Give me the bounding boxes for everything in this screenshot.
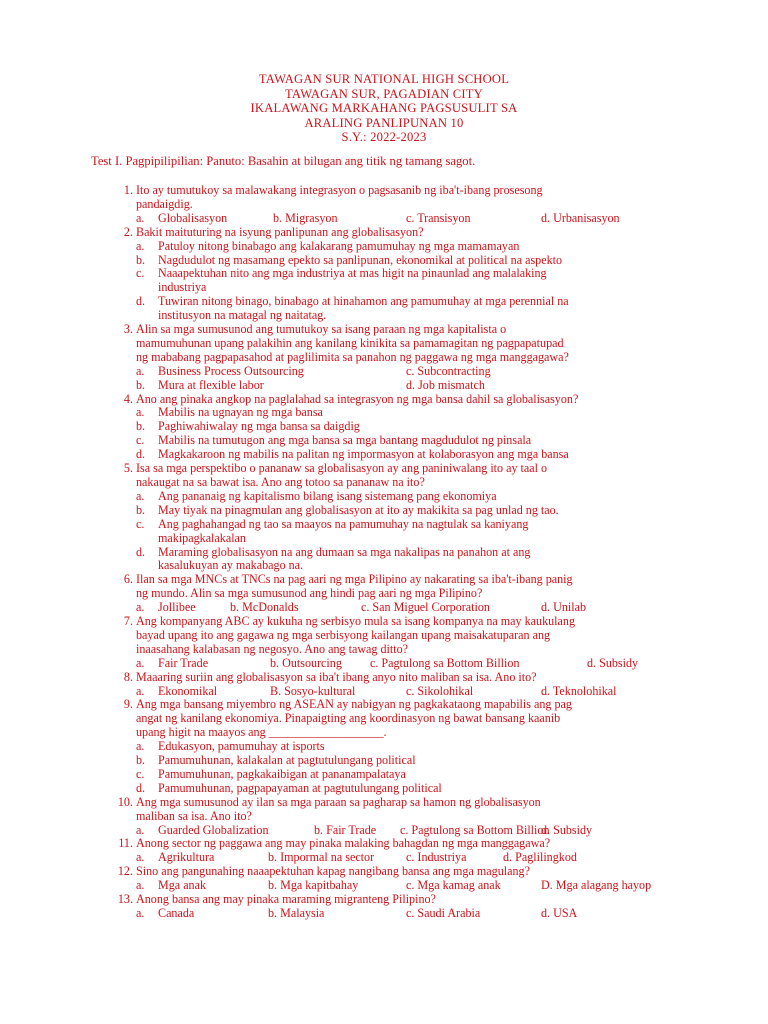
option-letter: b.: [136, 419, 146, 434]
option-letter: b.: [136, 252, 146, 267]
question-text-line: Maaaring suriin ang globalisasyon sa iba't ibang anyo nito maliban sa isa. Ano ito?: [136, 669, 537, 684]
question-7: [111, 615, 711, 671]
answer-option: [136, 295, 711, 323]
option-text-line: Naaapektuhan nito ang mga industriya at mas higit na pinaunlad ang malalaking: [158, 266, 547, 281]
answer-option: d. USA: [541, 905, 578, 920]
option-text-line: Pamumuhunan, pagkakaibigan at pananampalataya: [158, 766, 406, 781]
question-number: 13.: [117, 892, 133, 907]
question-13: [111, 893, 711, 921]
question-4: [111, 393, 711, 463]
question-2: [111, 226, 711, 323]
question-5: [111, 462, 711, 573]
answer-option: [136, 782, 711, 796]
question-number: 4.: [123, 391, 133, 406]
question-10: [111, 796, 711, 838]
answer-option: b. Outsourcing: [270, 655, 342, 670]
answer-options-row: [136, 657, 711, 671]
answer-option: Globalisasyon: [158, 210, 228, 225]
question-text-line: ng mababang pagpapasahod at paglilimita sa panahon ng paggawa ng mga manggagawa?: [136, 349, 569, 364]
answer-options-row: [136, 907, 711, 921]
answer-option: c. Pagtulong sa Bottom Billion: [400, 822, 550, 837]
question-text-line: upang higit na maayos ang ___________________.: [136, 725, 387, 740]
option-letter: c.: [136, 766, 145, 781]
option-letter: a.: [136, 363, 145, 378]
answer-option: b. Fair Trade: [314, 822, 377, 837]
answer-option: c. Saudi Arabia: [406, 905, 481, 920]
answer-option: D. Mga alagang hayop: [541, 878, 652, 893]
question-text-line: ng mundo. Alin sa mga sumusunod ang hindi pag aari ng mga Pilipino?: [136, 586, 483, 601]
answer-option: Agrikultura: [158, 850, 215, 865]
option-letter: a.: [136, 405, 145, 420]
option-text-line: institusyon na matagal ng naitatag.: [158, 308, 327, 323]
option-letter: d.: [136, 447, 146, 462]
answer-options-row: [136, 379, 711, 393]
option-letter: a.: [136, 655, 145, 670]
answer-option: [136, 434, 711, 448]
answer-option: [136, 254, 711, 268]
question-text-line: Isa sa mga perspektibo o pananaw sa globalisasyon ay ang paniniwalang ito ay taal o: [136, 461, 548, 476]
answer-option: [136, 754, 711, 768]
answer-option: Canada: [158, 905, 195, 920]
option-text-line: Tuwiran nitong binago, binabago at hinahamon ang pamumuhay at mga perennial na: [158, 294, 569, 309]
question-number: 10.: [117, 794, 133, 809]
answer-option: [136, 240, 711, 254]
option-text-line: Edukasyon, pamumuhay at isports: [158, 739, 325, 754]
answer-option: d. Teknolohikal: [541, 683, 617, 698]
question-text-line: Alin sa mga sumusunod ang tumutukoy sa isang paraan ng mga kapitalista o: [136, 322, 507, 337]
option-letter: a.: [136, 850, 145, 865]
option-text-line: May tiyak na pinagmulan ang globalisasyon at ito ay makikita sa pag unlad ng tao.: [158, 502, 559, 517]
option-letter: a.: [136, 488, 145, 503]
question-text-line: Anong bansa ang may pinaka maraming migranteng Pilipino?: [136, 892, 436, 907]
answer-option: b. Mga kapitbahay: [268, 878, 359, 893]
question-3: [111, 323, 711, 393]
option-letter: a.: [136, 822, 145, 837]
question-number: 12.: [117, 864, 133, 879]
answer-option: b. Malaysia: [268, 905, 325, 920]
question-text-line: Ito ay tumutukoy sa malawakang integrasyon o pagsasanib ng iba't-ibang prosesong: [136, 183, 543, 197]
option-letter: c.: [136, 433, 145, 448]
question-number: 3.: [123, 322, 133, 337]
answer-option: Jollibee: [158, 600, 196, 615]
option-letter: b.: [136, 502, 146, 517]
option-letter: c.: [136, 266, 145, 281]
option-text-line: Mabilis na ugnayan ng mga bansa: [158, 405, 323, 420]
question-text-line: nakaugat na sa bawat isa. Ano ang totoo sa pananaw na ito?: [136, 474, 425, 489]
answer-option: Guarded Globalization: [158, 822, 269, 837]
answer-option: Mga anak: [158, 878, 207, 893]
option-text-line: Pamumuhunan, pagpapayaman at pagtutulungang political: [158, 780, 442, 795]
option-letter: b.: [136, 753, 146, 768]
question-6: [111, 573, 711, 615]
answer-options-row: [136, 601, 711, 615]
answer-option: [136, 490, 711, 504]
question-12: [111, 865, 711, 893]
option-text-line: Ang pananaig ng kapitalismo bilang isang sistemang pang ekonomiya: [158, 488, 497, 503]
test-instruction: Test I. Pagpipilipilian: Panuto: Basahin at bilugan ang titik ng tamang sagot.: [91, 154, 476, 168]
option-text-line: Paghiwahiwalay ng mga bansa sa daigdig: [158, 419, 360, 434]
answer-option: d. Subsidy: [587, 655, 639, 670]
question-text-line: maliban sa isa. Ano ito?: [136, 808, 252, 823]
answer-option: d. Urbanisasyon: [541, 210, 620, 225]
answer-option: d. Job mismatch: [406, 377, 485, 392]
question-text-line: bayad upang ito ang gagawa ng mga serbisyong kailangan upang maisakatuparan ang: [136, 627, 551, 642]
question-number: 5.: [123, 461, 133, 476]
question-8: [111, 671, 711, 699]
option-letter: a.: [136, 739, 145, 754]
question-text-line: angat ng kanilang ekonomiya. Pinapaigting ang koordinasyon ng bawat bansang kaanib: [136, 711, 561, 726]
answer-option: c. Industriya: [406, 850, 467, 865]
option-text-line: Maraming globalisasyon na ang dumaan sa mga nakalipas na panahon at ang: [158, 544, 531, 559]
option-letter: d.: [136, 294, 146, 309]
answer-options-row: [136, 685, 711, 699]
answer-options-row: [136, 851, 711, 865]
answer-option: [136, 420, 711, 434]
answer-option: Fair Trade: [158, 655, 209, 670]
exam-header: [0, 72, 768, 145]
answer-option: [136, 518, 711, 546]
answer-option: [136, 267, 711, 295]
answer-options-row: [136, 824, 711, 838]
answer-option: Ekonomikal: [158, 683, 218, 698]
answer-option: b. Impormal na sector: [268, 850, 375, 865]
answer-option: b. Migrasyon: [273, 210, 338, 225]
school-year: S.Y.: 2022-2023: [341, 130, 427, 145]
answer-option: c. Mga kamag anak: [406, 878, 501, 893]
option-letter: a.: [136, 600, 145, 615]
question-text-line: inaasahang kalabasan ng negosyo. Ano ang tawag ditto?: [136, 641, 409, 656]
answer-option: [136, 448, 711, 462]
option-text-line: Patuloy nitong binabago ang kalakarang pamumuhay ng mga mamamayan: [158, 238, 520, 253]
answer-option: c. Pagtulong sa Bottom Billion: [370, 655, 520, 670]
answer-option: [136, 504, 711, 518]
question-number: 11.: [118, 836, 133, 851]
answer-option: c. Subcontracting: [406, 363, 491, 378]
school-address: TAWAGAN SUR, PAGADIAN CITY: [285, 86, 483, 101]
question-text-line: Ang mga sumusunod ay ilan sa mga paraan sa pagharap sa hamon ng globalisasyon: [136, 794, 541, 809]
answer-option: Mura at flexible labor: [158, 377, 264, 392]
option-text-line: kasalukuyan ay makabago na.: [158, 558, 304, 573]
question-number: 2.: [123, 224, 133, 239]
answer-option: [136, 768, 711, 782]
question-text-line: Bakit maituturing na isyung panlipunan ang globalisasyon?: [136, 224, 424, 239]
option-letter: a.: [136, 905, 145, 920]
option-text-line: Mabilis na tumutugon ang mga bansa sa mga bantang magdudulot ng pinsala: [158, 433, 532, 448]
answer-option: c. Sikolohikal: [406, 683, 474, 698]
question-number: 8.: [123, 669, 133, 684]
option-letter: b.: [136, 377, 146, 392]
question-number: 7.: [123, 614, 133, 629]
option-text-line: industriya: [158, 280, 207, 295]
answer-option: b. McDonalds: [230, 600, 299, 615]
answer-option: [136, 406, 711, 420]
question-text-line: Ano ang pinaka angkop na paglalahad sa integrasyon ng mga bansa dahil sa globalisasyon?: [136, 391, 579, 406]
question-11: [111, 837, 711, 865]
answer-option: [136, 546, 711, 574]
option-letter: d.: [136, 544, 146, 559]
exam-title: IKALAWANG MARKAHANG PAGSUSULIT SA: [250, 101, 518, 116]
option-letter: a.: [136, 238, 145, 253]
question-number: 6.: [123, 572, 133, 587]
question-1: [111, 184, 711, 226]
question-text-line: mamumuhunan upang palakihin ang kanilang kinikita sa pamamagitan ng pagpapatupad: [136, 335, 564, 350]
answer-option: d. Paglilingkod: [503, 850, 577, 865]
answer-option: c. San Miguel Corporation: [361, 600, 490, 615]
option-text-line: Magkakaroon ng mabilis na palitan ng impormasyon at kolaborasyon ang mga bansa: [158, 447, 569, 462]
answer-option: Business Process Outsourcing: [158, 363, 304, 378]
option-letter: a.: [136, 210, 145, 225]
school-name: TAWAGAN SUR NATIONAL HIGH SCHOOL: [258, 72, 510, 86]
option-text-line: Nagdudulot ng masamang epekto sa panlipunan, ekonomikal at political na aspekto: [158, 252, 563, 267]
question-list: [111, 184, 711, 921]
question-9: [111, 698, 711, 795]
answer-options-row: [136, 365, 711, 379]
question-text-line: Sino ang pangunahing naaapektuhan kapag nangibang bansa ang mga magulang?: [136, 864, 530, 879]
question-text-line: Anong sector ng paggawa ang may pinaka malaking bahagdan ng mga manggagawa?: [136, 836, 551, 851]
option-letter: a.: [136, 878, 145, 893]
answer-option: d. Subsidy: [541, 822, 593, 837]
option-text-line: Ang paghahangad ng tao sa maayos na pamumuhay na nagtulak sa kaniyang: [158, 516, 529, 531]
answer-options-row: [136, 212, 711, 226]
question-number: 1.: [123, 183, 133, 197]
question-text-line: Ang mga bansang miyembro ng ASEAN ay nabigyan ng pagkakataong mapabilis ang pag: [136, 697, 572, 712]
subject-title: ARALING PANLIPUNAN 10: [304, 115, 464, 130]
answer-option: d. Unilab: [541, 600, 587, 615]
answer-options-row: [136, 879, 711, 893]
answer-option: c. Transisyon: [406, 210, 471, 225]
answer-option: B. Sosyo-kultural: [270, 683, 356, 698]
option-text-line: makipagkalakalan: [158, 530, 246, 545]
option-text-line: Pamumuhunan, kalakalan at pagtutulungang political: [158, 753, 416, 768]
question-text-line: Ilan sa mga MNCs at TNCs na pag aari ng mga Pilipino ay nakarating sa iba't-ibang panig: [136, 572, 573, 587]
option-letter: a.: [136, 683, 145, 698]
question-text-line: pandaigdig.: [136, 196, 193, 211]
answer-option: [136, 740, 711, 754]
question-text-line: Ang kompanyang ABC ay kukuha ng serbisyo mula sa isang kompanya na may kaukulang: [136, 614, 575, 629]
option-letter: c.: [136, 516, 145, 531]
question-number: 9.: [123, 697, 133, 712]
option-letter: d.: [136, 780, 146, 795]
